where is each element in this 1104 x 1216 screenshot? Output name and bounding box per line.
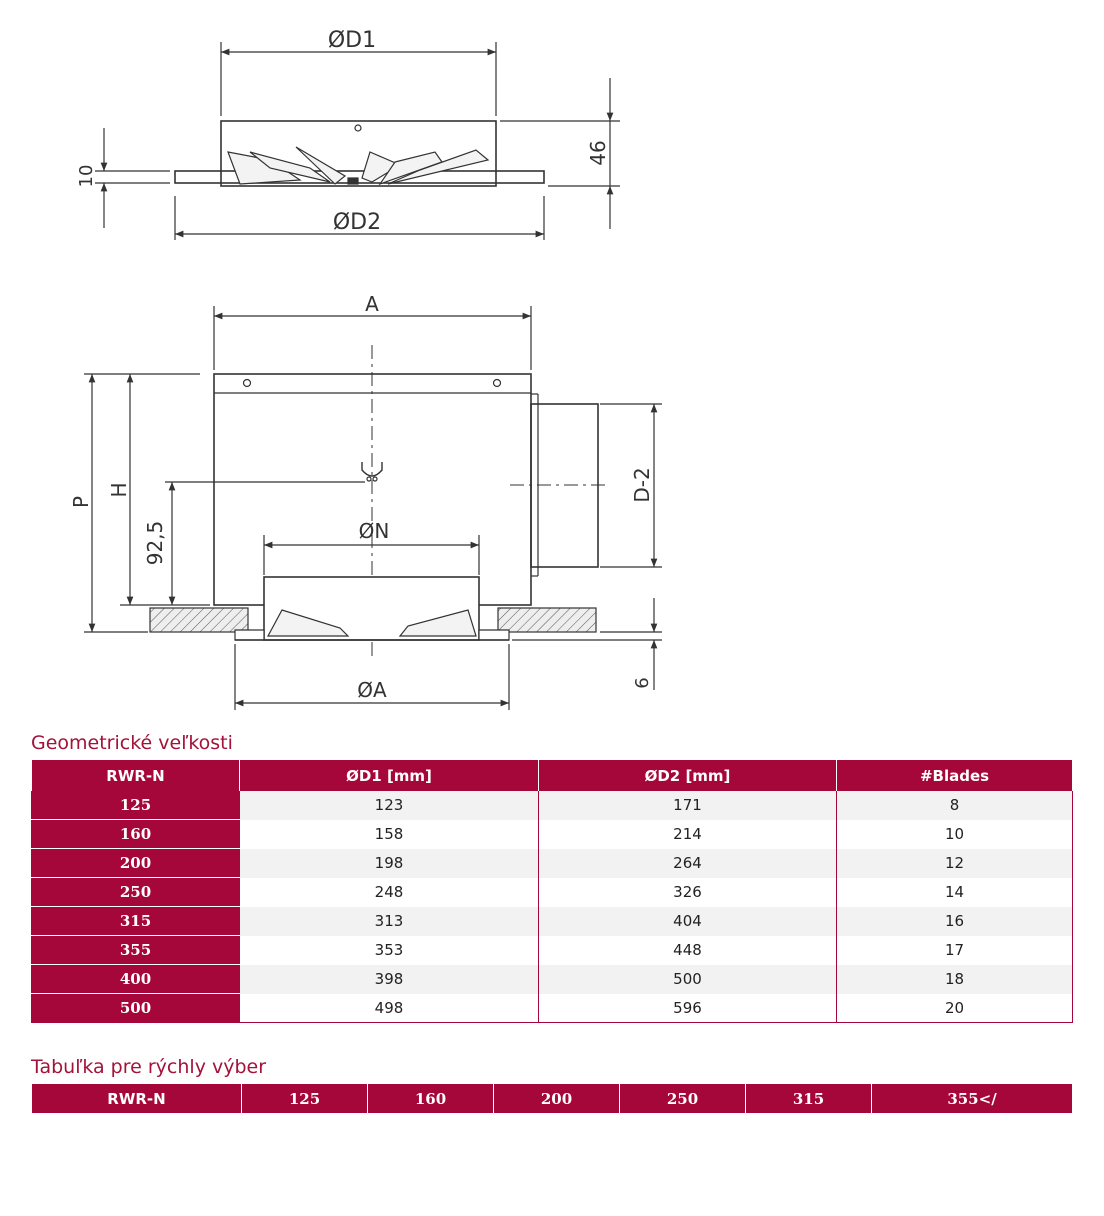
cell-d2: 214 xyxy=(539,820,837,849)
bottom-view-drawing xyxy=(84,306,662,710)
header-blades: #Blades xyxy=(837,760,1073,791)
cell-d1: 498 xyxy=(240,994,539,1023)
table-row xyxy=(32,878,1073,907)
v925-label: 92,5 xyxy=(143,520,167,566)
header-d1: ØD1 [mm] xyxy=(240,760,539,791)
ceiling-hatch-right xyxy=(498,608,596,632)
quick-header-size[interactable]: 250 xyxy=(620,1084,746,1113)
row-size: 500 xyxy=(32,994,240,1023)
height-10-label: 10 xyxy=(76,164,97,188)
cell-blades: 10 xyxy=(837,820,1073,849)
cell-d1: 158 xyxy=(240,820,539,849)
header-d2: ØD2 [mm] xyxy=(539,760,837,791)
cell-d2: 171 xyxy=(539,791,837,820)
quick-header-size[interactable]: 125 xyxy=(242,1084,368,1113)
n-label: ØN xyxy=(358,519,390,543)
quick-header-row xyxy=(32,1084,1073,1113)
row-size: 125 xyxy=(32,791,240,820)
row-size: 200 xyxy=(32,849,240,878)
header-rwr-n: RWR-N xyxy=(32,760,240,791)
table-row xyxy=(32,820,1073,849)
cell-d2: 596 xyxy=(539,994,837,1023)
v6-label: 6 xyxy=(632,677,653,689)
cell-blades: 20 xyxy=(837,994,1073,1023)
quick-selection-title: Tabuľka pre rýchly výber xyxy=(31,1056,267,1078)
cell-blades: 18 xyxy=(837,965,1073,994)
cell-blades: 17 xyxy=(837,936,1073,965)
cell-d1: 353 xyxy=(240,936,539,965)
cell-d1: 398 xyxy=(240,965,539,994)
row-size: 315 xyxy=(32,907,240,936)
table-row xyxy=(32,936,1073,965)
table-header-row xyxy=(32,760,1073,791)
cell-d1: 123 xyxy=(240,791,539,820)
row-size: 250 xyxy=(32,878,240,907)
cell-blades: 8 xyxy=(837,791,1073,820)
quick-header-size[interactable]: 160 xyxy=(368,1084,494,1113)
row-size: 400 xyxy=(32,965,240,994)
table-row xyxy=(32,994,1073,1023)
quick-header-size[interactable]: 200 xyxy=(494,1084,620,1113)
quick-selection-table xyxy=(31,1084,1073,1113)
cell-d2: 326 xyxy=(539,878,837,907)
cell-d2: 404 xyxy=(539,907,837,936)
d2-label: ØD2 xyxy=(332,210,382,235)
cell-blades: 14 xyxy=(837,878,1073,907)
cell-d1: 313 xyxy=(240,907,539,936)
oa-label: ØA xyxy=(357,678,387,702)
cell-blades: 12 xyxy=(837,849,1073,878)
cell-d2: 500 xyxy=(539,965,837,994)
h-label: H xyxy=(107,482,131,498)
quick-header-rwr-n: RWR-N xyxy=(32,1084,242,1113)
d2-spigot-label: D-2 xyxy=(630,467,654,503)
row-size: 355 xyxy=(32,936,240,965)
cell-d2: 264 xyxy=(539,849,837,878)
geometric-sizes-table xyxy=(31,760,1073,1023)
quick-header-size[interactable]: 315 xyxy=(746,1084,872,1113)
ceiling-hatch-left xyxy=(150,608,248,632)
d1-label: ØD1 xyxy=(327,28,377,53)
cell-d1: 198 xyxy=(240,849,539,878)
cell-d1: 248 xyxy=(240,878,539,907)
diffuser-flange xyxy=(175,171,544,183)
geometric-sizes-title: Geometrické veľkosti xyxy=(31,732,233,754)
p-label: P xyxy=(69,495,93,509)
a-label: A xyxy=(365,292,379,316)
table-row xyxy=(32,791,1073,820)
table-row xyxy=(32,965,1073,994)
cell-d2: 448 xyxy=(539,936,837,965)
row-size: 160 xyxy=(32,820,240,849)
quick-header-size[interactable]: 355</ xyxy=(872,1084,1073,1113)
table-row xyxy=(32,907,1073,936)
cell-blades: 16 xyxy=(837,907,1073,936)
table-row xyxy=(32,849,1073,878)
height-46-label: 46 xyxy=(586,140,610,166)
